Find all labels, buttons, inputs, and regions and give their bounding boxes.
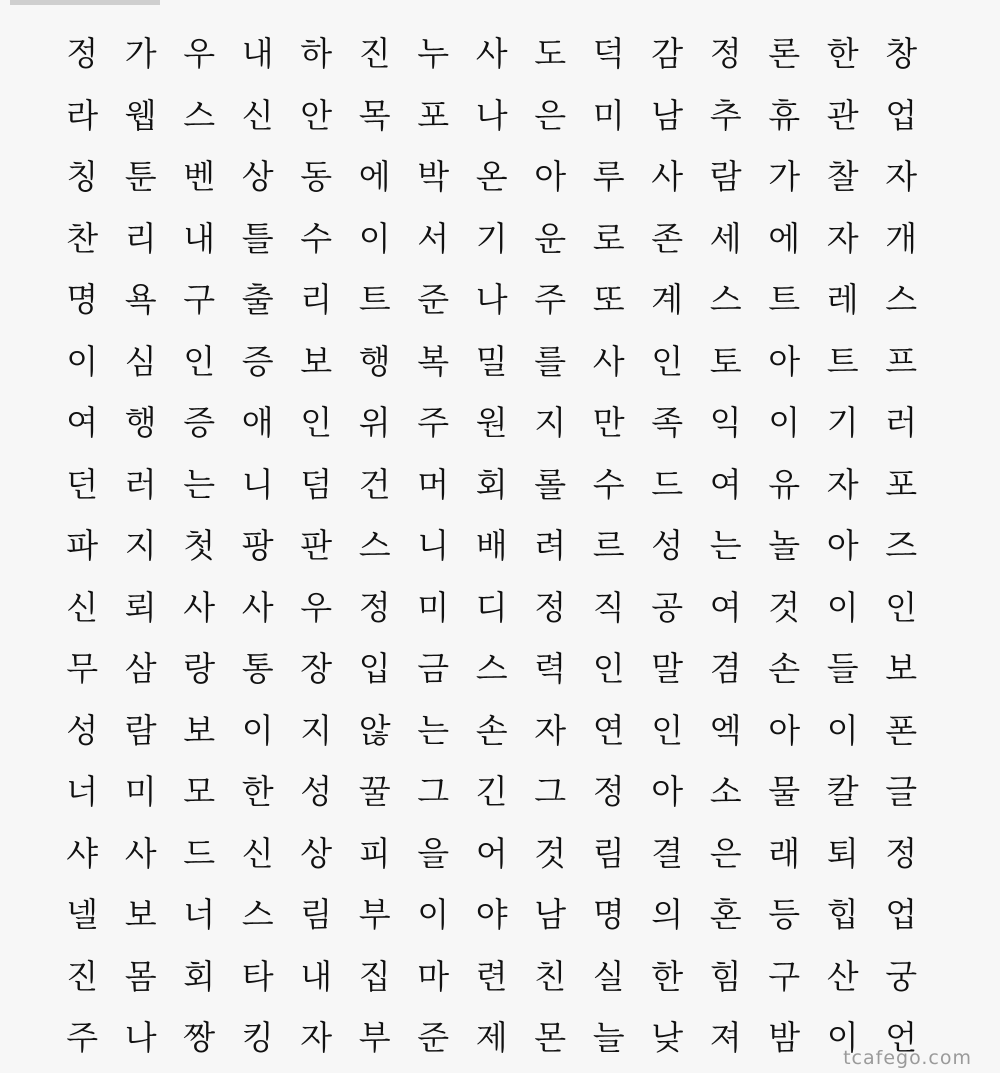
- grid-cell: 원: [475, 403, 508, 443]
- grid-cell: 안: [300, 95, 333, 135]
- grid-cell: 마: [417, 956, 450, 996]
- grid-cell: 스: [885, 280, 918, 320]
- grid-cell: 사: [183, 587, 216, 627]
- grid-cell: 말: [651, 649, 684, 689]
- grid-cell: 가: [124, 34, 157, 74]
- grid-cell: 나: [475, 95, 508, 135]
- grid-cell: 트: [826, 341, 859, 381]
- grid-cell: 부: [358, 895, 391, 935]
- grid-cell: 늘: [592, 1018, 625, 1058]
- grid-cell: 너: [183, 895, 216, 935]
- grid-cell: 구: [768, 956, 801, 996]
- grid-cell: 상: [300, 833, 333, 873]
- grid-cell: 이: [826, 587, 859, 627]
- grid-cell: 하: [300, 34, 333, 74]
- grid-cell: 등: [768, 895, 801, 935]
- grid-cell: 진: [66, 956, 99, 996]
- grid-cell: 무: [66, 649, 99, 689]
- grid-cell: 즈: [885, 526, 918, 566]
- grid-cell: 보: [300, 341, 333, 381]
- grid-cell: 업: [885, 895, 918, 935]
- grid-cell: 목: [358, 95, 391, 135]
- grid-cell: 너: [66, 772, 99, 812]
- grid-cell: 지: [534, 403, 567, 443]
- grid-cell: 이: [358, 218, 391, 258]
- grid-cell: 져: [709, 1018, 742, 1058]
- grid-cell: 밤: [768, 1018, 801, 1058]
- grid-cell: 나: [124, 1018, 157, 1058]
- grid-cell: 넬: [66, 895, 99, 935]
- grid-cell: 로: [592, 218, 625, 258]
- grid-cell: 틀: [241, 218, 274, 258]
- grid-cell: 증: [183, 403, 216, 443]
- grid-cell: 포: [417, 95, 450, 135]
- grid-cell: 언: [885, 1018, 918, 1058]
- grid-cell: 이: [826, 1018, 859, 1058]
- grid-cell: 에: [768, 218, 801, 258]
- grid-cell: 여: [709, 587, 742, 627]
- grid-cell: 를: [534, 341, 567, 381]
- grid-cell: 스: [241, 895, 274, 935]
- grid-cell: 사: [124, 833, 157, 873]
- grid-cell: 손: [475, 710, 508, 750]
- grid-cell: 신: [66, 587, 99, 627]
- grid-cell: 우: [300, 587, 333, 627]
- grid-cell: 아: [768, 710, 801, 750]
- grid-cell: 러: [124, 464, 157, 504]
- grid-cell: 련: [475, 956, 508, 996]
- grid-cell: 주: [417, 403, 450, 443]
- grid-cell: 을: [417, 833, 450, 873]
- grid-cell: 서: [417, 218, 450, 258]
- grid-cell: 러: [885, 403, 918, 443]
- grid-cell: 포: [885, 464, 918, 504]
- grid-cell: 정: [358, 587, 391, 627]
- grid-cell: 니: [241, 464, 274, 504]
- grid-cell: 람: [709, 157, 742, 197]
- grid-cell: 운: [534, 218, 567, 258]
- grid-cell: 만: [592, 403, 625, 443]
- grid-cell: 준: [417, 1018, 450, 1058]
- grid-cell: 구: [183, 280, 216, 320]
- grid-cell: 들: [826, 649, 859, 689]
- grid-cell: 부: [358, 1018, 391, 1058]
- grid-cell: 업: [885, 95, 918, 135]
- grid-cell: 회: [183, 956, 216, 996]
- grid-cell: 실: [592, 956, 625, 996]
- grid-cell: 한: [241, 772, 274, 812]
- grid-cell: 려: [534, 526, 567, 566]
- grid-cell: 찰: [826, 157, 859, 197]
- grid-cell: 머: [417, 464, 450, 504]
- grid-cell: 지: [124, 526, 157, 566]
- grid-cell: 진: [358, 34, 391, 74]
- grid-cell: 몸: [124, 956, 157, 996]
- grid-cell: 자: [300, 1018, 333, 1058]
- grid-cell: 는: [709, 526, 742, 566]
- grid-cell: 몬: [534, 1018, 567, 1058]
- grid-cell: 인: [183, 341, 216, 381]
- grid-cell: 주: [534, 280, 567, 320]
- grid-cell: 파: [66, 526, 99, 566]
- grid-cell: 타: [241, 956, 274, 996]
- grid-cell: 소: [709, 772, 742, 812]
- grid-cell: 퇴: [826, 833, 859, 873]
- grid-cell: 팡: [241, 526, 274, 566]
- grid-cell: 야: [475, 895, 508, 935]
- grid-cell: 증: [241, 341, 274, 381]
- grid-cell: 인: [592, 649, 625, 689]
- watermark: tcafego.com: [843, 1047, 972, 1069]
- grid-cell: 나: [475, 280, 508, 320]
- grid-cell: 림: [300, 895, 333, 935]
- grid-cell: 아: [826, 526, 859, 566]
- grid-cell: 아: [768, 341, 801, 381]
- grid-cell: 것: [534, 833, 567, 873]
- grid-cell: 지: [300, 710, 333, 750]
- grid-cell: 에: [358, 157, 391, 197]
- grid-cell: 사: [592, 341, 625, 381]
- grid-cell: 스: [475, 649, 508, 689]
- grid-cell: 애: [241, 403, 274, 443]
- grid-cell: 가: [768, 157, 801, 197]
- grid-cell: 래: [768, 833, 801, 873]
- grid-cell: 회: [475, 464, 508, 504]
- grid-cell: 인: [885, 587, 918, 627]
- grid-cell: 산: [826, 956, 859, 996]
- grid-cell: 준: [417, 280, 450, 320]
- grid-cell: 미: [124, 772, 157, 812]
- grid-cell: 세: [709, 218, 742, 258]
- grid-cell: 신: [241, 833, 274, 873]
- grid-cell: 성: [651, 526, 684, 566]
- grid-cell: 정: [592, 772, 625, 812]
- grid-cell: 아: [534, 157, 567, 197]
- grid-cell: 혼: [709, 895, 742, 935]
- grid-cell: 이: [768, 403, 801, 443]
- grid-cell: 것: [768, 587, 801, 627]
- grid-cell: 금: [417, 649, 450, 689]
- grid-cell: 사: [475, 34, 508, 74]
- grid-cell: 르: [592, 526, 625, 566]
- grid-cell: 행: [358, 341, 391, 381]
- grid-cell: 이: [66, 341, 99, 381]
- grid-cell: 사: [241, 587, 274, 627]
- grid-cell: 어: [475, 833, 508, 873]
- grid-cell: 은: [534, 95, 567, 135]
- grid-cell: 이: [826, 710, 859, 750]
- grid-cell: 않: [358, 710, 391, 750]
- grid-cell: 의: [651, 895, 684, 935]
- grid-cell: 욕: [124, 280, 157, 320]
- grid-cell: 는: [183, 464, 216, 504]
- grid-cell: 집: [358, 956, 391, 996]
- grid-cell: 디: [475, 587, 508, 627]
- grid-cell: 통: [241, 649, 274, 689]
- grid-cell: 출: [241, 280, 274, 320]
- grid-cell: 긴: [475, 772, 508, 812]
- grid-cell: 도: [534, 34, 567, 74]
- grid-cell: 누: [417, 34, 450, 74]
- grid-cell: 박: [417, 157, 450, 197]
- grid-cell: 직: [592, 587, 625, 627]
- grid-cell: 꿀: [358, 772, 391, 812]
- grid-cell: 툰: [124, 157, 157, 197]
- grid-cell: 수: [592, 464, 625, 504]
- grid-cell: 인: [651, 341, 684, 381]
- grid-cell: 는: [417, 710, 450, 750]
- grid-cell: 력: [534, 649, 567, 689]
- grid-cell: 한: [651, 956, 684, 996]
- grid-cell: 찬: [66, 218, 99, 258]
- grid-cell: 인: [651, 710, 684, 750]
- grid-cell: 물: [768, 772, 801, 812]
- letter-grid: [53, 23, 931, 1069]
- grid-cell: 여: [66, 403, 99, 443]
- grid-cell: 겸: [709, 649, 742, 689]
- grid-cell: 힘: [709, 956, 742, 996]
- grid-cell: 랑: [183, 649, 216, 689]
- grid-cell: 모: [183, 772, 216, 812]
- grid-cell: 정: [709, 34, 742, 74]
- grid-cell: 행: [124, 403, 157, 443]
- grid-cell: 짱: [183, 1018, 216, 1058]
- grid-cell: 정: [66, 34, 99, 74]
- grid-cell: 미: [592, 95, 625, 135]
- grid-cell: 롤: [534, 464, 567, 504]
- grid-cell: 연: [592, 710, 625, 750]
- top-edge-artifact: [10, 0, 160, 5]
- grid-cell: 놀: [768, 526, 801, 566]
- grid-cell: 심: [124, 341, 157, 381]
- grid-cell: 여: [709, 464, 742, 504]
- grid-cell: 니: [417, 526, 450, 566]
- grid-cell: 트: [768, 280, 801, 320]
- grid-cell: 정: [885, 833, 918, 873]
- grid-cell: 결: [651, 833, 684, 873]
- grid-cell: 덤: [300, 464, 333, 504]
- grid-cell: 그: [534, 772, 567, 812]
- grid-cell: 덕: [592, 34, 625, 74]
- grid-cell: 스: [709, 280, 742, 320]
- grid-cell: 입: [358, 649, 391, 689]
- grid-cell: 남: [534, 895, 567, 935]
- grid-cell: 우: [183, 34, 216, 74]
- grid-cell: 리: [124, 218, 157, 258]
- grid-cell: 수: [300, 218, 333, 258]
- grid-cell: 그: [417, 772, 450, 812]
- grid-cell: 밀: [475, 341, 508, 381]
- grid-cell: 드: [651, 464, 684, 504]
- grid-cell: 내: [241, 34, 274, 74]
- grid-cell: 드: [183, 833, 216, 873]
- grid-cell: 힙: [826, 895, 859, 935]
- grid-cell: 자: [826, 464, 859, 504]
- grid-cell: 은: [709, 833, 742, 873]
- grid-cell: 사: [651, 157, 684, 197]
- grid-cell: 감: [651, 34, 684, 74]
- grid-cell: 손: [768, 649, 801, 689]
- grid-cell: 람: [124, 710, 157, 750]
- grid-cell: 이: [241, 710, 274, 750]
- grid-cell: 상: [241, 157, 274, 197]
- grid-cell: 개: [885, 218, 918, 258]
- grid-cell: 뢰: [124, 587, 157, 627]
- grid-cell: 내: [300, 956, 333, 996]
- grid-cell: 이: [417, 895, 450, 935]
- grid-cell: 보: [885, 649, 918, 689]
- grid-cell: 위: [358, 403, 391, 443]
- grid-cell: 토: [709, 341, 742, 381]
- grid-cell: 익: [709, 403, 742, 443]
- grid-cell: 남: [651, 95, 684, 135]
- grid-cell: 리: [300, 280, 333, 320]
- grid-cell: 주: [66, 1018, 99, 1058]
- grid-cell: 복: [417, 341, 450, 381]
- grid-cell: 자: [534, 710, 567, 750]
- grid-cell: 웹: [124, 95, 157, 135]
- grid-cell: 추: [709, 95, 742, 135]
- grid-cell: 칭: [66, 157, 99, 197]
- grid-cell: 삼: [124, 649, 157, 689]
- grid-cell: 론: [768, 34, 801, 74]
- grid-cell: 명: [592, 895, 625, 935]
- grid-cell: 스: [358, 526, 391, 566]
- grid-cell: 낮: [651, 1018, 684, 1058]
- grid-cell: 제: [475, 1018, 508, 1058]
- grid-cell: 림: [592, 833, 625, 873]
- grid-cell: 자: [826, 218, 859, 258]
- grid-cell: 기: [475, 218, 508, 258]
- grid-cell: 샤: [66, 833, 99, 873]
- grid-cell: 건: [358, 464, 391, 504]
- grid-cell: 신: [241, 95, 274, 135]
- grid-cell: 기: [826, 403, 859, 443]
- grid-cell: 정: [534, 587, 567, 627]
- grid-cell: 칼: [826, 772, 859, 812]
- grid-cell: 창: [885, 34, 918, 74]
- grid-cell: 엑: [709, 710, 742, 750]
- grid-cell: 보: [124, 895, 157, 935]
- grid-cell: 장: [300, 649, 333, 689]
- grid-cell: 동: [300, 157, 333, 197]
- grid-cell: 궁: [885, 956, 918, 996]
- grid-cell: 스: [183, 95, 216, 135]
- grid-cell: 라: [66, 95, 99, 135]
- grid-cell: 루: [592, 157, 625, 197]
- grid-cell: 보: [183, 710, 216, 750]
- grid-cell: 공: [651, 587, 684, 627]
- grid-cell: 프: [885, 341, 918, 381]
- grid-cell: 명: [66, 280, 99, 320]
- grid-cell: 벤: [183, 157, 216, 197]
- grid-cell: 유: [768, 464, 801, 504]
- grid-cell: 첫: [183, 526, 216, 566]
- grid-cell: 인: [300, 403, 333, 443]
- grid-cell: 미: [417, 587, 450, 627]
- grid-cell: 글: [885, 772, 918, 812]
- grid-cell: 트: [358, 280, 391, 320]
- grid-cell: 던: [66, 464, 99, 504]
- grid-cell: 킹: [241, 1018, 274, 1058]
- grid-cell: 배: [475, 526, 508, 566]
- grid-cell: 계: [651, 280, 684, 320]
- grid-cell: 레: [826, 280, 859, 320]
- grid-cell: 관: [826, 95, 859, 135]
- grid-cell: 휴: [768, 95, 801, 135]
- grid-cell: 아: [651, 772, 684, 812]
- grid-cell: 피: [358, 833, 391, 873]
- grid-cell: 폰: [885, 710, 918, 750]
- grid-cell: 존: [651, 218, 684, 258]
- grid-cell: 한: [826, 34, 859, 74]
- grid-cell: 성: [300, 772, 333, 812]
- grid-cell: 족: [651, 403, 684, 443]
- grid-cell: 또: [592, 280, 625, 320]
- grid-cell: 내: [183, 218, 216, 258]
- grid-cell: 친: [534, 956, 567, 996]
- grid-cell: 성: [66, 710, 99, 750]
- grid-cell: 온: [475, 157, 508, 197]
- grid-cell: 판: [300, 526, 333, 566]
- grid-cell: 자: [885, 157, 918, 197]
